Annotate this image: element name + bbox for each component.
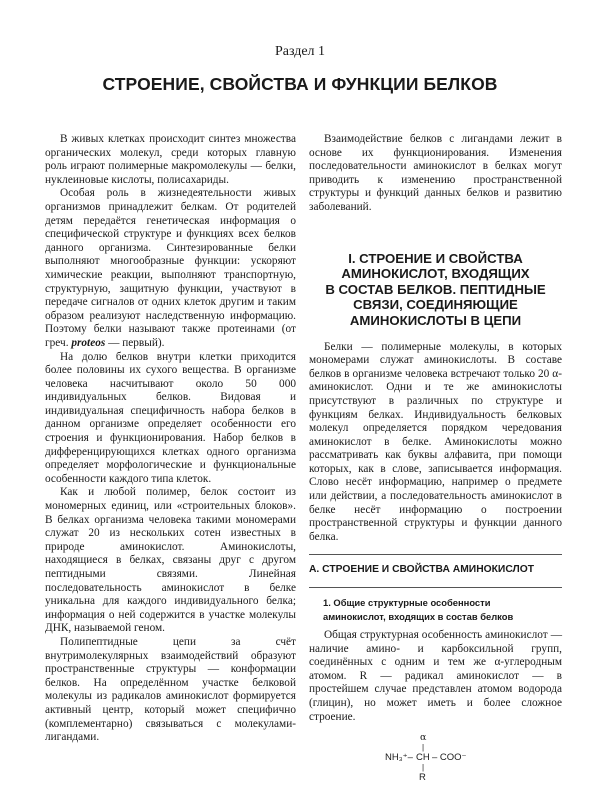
chapter-heading-line: АМИНОКИСЛОТЫ В ЦЕПИ <box>349 312 522 328</box>
subsection-heading: А. СТРОЕНИЕ И СВОЙСТВА АМИНОКИСЛОТ <box>309 564 535 576</box>
paragraph: В живых клетках происходит синтез множества органических молекул, среди которых главную роль играют полимерные макромолекулы — белки, нуклеиновые кислоты, полисахариды. <box>45 133 296 186</box>
chapter-heading-line: СВЯЗИ, СОЕДИНЯЮЩИЕ <box>353 297 518 313</box>
alpha-label: α <box>420 732 427 744</box>
paragraph: Полипептидные цепи за счёт внутримолекулярных взаимодействий образуют пространственные структуры — конформации белков. На определённом участке белковой молекулы из радикалов аминокислот формируется активный центр, который может специфично (комплементарно) связываться с молекулами-лигандами. <box>45 635 296 744</box>
chapter-heading-line: В СОСТАВ БЕЛКОВ. ПЕПТИДНЫЕ <box>325 281 546 297</box>
left-column <box>45 133 296 745</box>
paragraph: На долю белков внутри клетки приходится более половины их сухого вещества. В организме человека насчитывают около 50 000 индивидуальных белков. Видовая и индивидуальная специфичность набора белков в данном организме определяет особенности его строения и функционирования. Набор белков в дифференцирующихся клетках одного организма определяет морфологические и функциональные особенности каждого типа клеток. <box>45 350 296 485</box>
amino-acid-formula <box>309 728 562 788</box>
page-title: СТРОЕНИЕ, СВОЙСТВА И ФУНКЦИИ БЕЛКОВ <box>102 74 498 94</box>
subsubsection-heading-line: аминокислот, входящих в состав белков <box>323 610 514 622</box>
paragraph: Взаимодействие белков с лигандами лежит в основе их функционирования. Изменения последовательности аминокислот в белках могут приводить к изменению пространственной структуры и функций данных белков и развитию заболеваний. <box>309 133 562 213</box>
paragraph: Белки — полимерные молекулы, в которых мономерами служат аминокислоты. В составе белков в организме человека встречают только 20 α-аминокислот. Одни и те же аминокислоты присутствуют в различных по структуре и функциям белках. Индивидуальность белковых молекул определяется порядком чередования аминокислот в белке. Аминокислоты можно рассматривать как буквы алфавита, при помощи которых, как в слове, записывается информация. Слово несёт информацию, например о предмете или действии, а последовательность аминокислот в белке несёт информацию о построении пространственной структуры и функции данного белка. <box>309 340 562 543</box>
bond-top: | <box>422 743 425 753</box>
chapter-heading <box>309 251 562 329</box>
paragraph: Как и любой полимер, белок состоит из мономерных единиц, или «строительных блоков». В белках организма человека такими мономерами служат 20 из нескольких сотен известных в природе аминокислот. Аминокислоты, находящиеся в белках, связаны друг с другом пептидными связями. Линейная последовательность аминокислот в белке уникальна для каждого индивидуального белка; информация о ней содержится в участке молекулы ДНК, называемой геном. <box>45 486 296 635</box>
greek-term: proteos <box>71 336 106 349</box>
amine-group: NH₃⁺– <box>385 752 413 764</box>
carboxyl-group: – COO⁻ <box>432 752 467 764</box>
divider <box>309 587 562 588</box>
paragraph-text: Особая роль в жизнедеятельности живых организмов принадлежит белкам. От родителей детям передаётся генетическая информация о специфической структуре и функциях всех белков данного организма. Синтезированные белки выполняют многообразные функции: ускоряют химические реакции, выполняют транспортную, структурную, защитную функции, участвуют в передаче сигналов от одних клеток другим и таким образом реализуют наследственную информацию. Поэтому белки называют также протеинами (от греч. <box>45 187 296 349</box>
alpha-carbon: CH <box>416 752 430 764</box>
chapter-heading-line: I. СТРОЕНИЕ И СВОЙСТВА <box>348 250 523 266</box>
chapter-heading-line: АМИНОКИСЛОТ, ВХОДЯЩИХ <box>341 266 530 282</box>
divider <box>309 554 562 555</box>
paragraph: Общая структурная особенность аминокислот — наличие амино- и карбоксильной групп, соединённых с одним и тем же α-углеродным атомом. R — радикал аминокислот — в простейшем случае представлен атомом водорода (глицин), но может иметь и более сложное строение. <box>309 629 562 723</box>
subsubsection-heading-line: 1. Общие структурные особенности <box>323 597 491 609</box>
section-label: Раздел 1 <box>274 44 326 59</box>
subsubsection-heading <box>323 596 562 623</box>
paragraph <box>45 187 296 350</box>
bond-bottom: | <box>422 763 425 773</box>
right-column <box>309 133 562 788</box>
radical-group: R <box>419 772 426 784</box>
paragraph-text: — первый). <box>105 336 165 349</box>
